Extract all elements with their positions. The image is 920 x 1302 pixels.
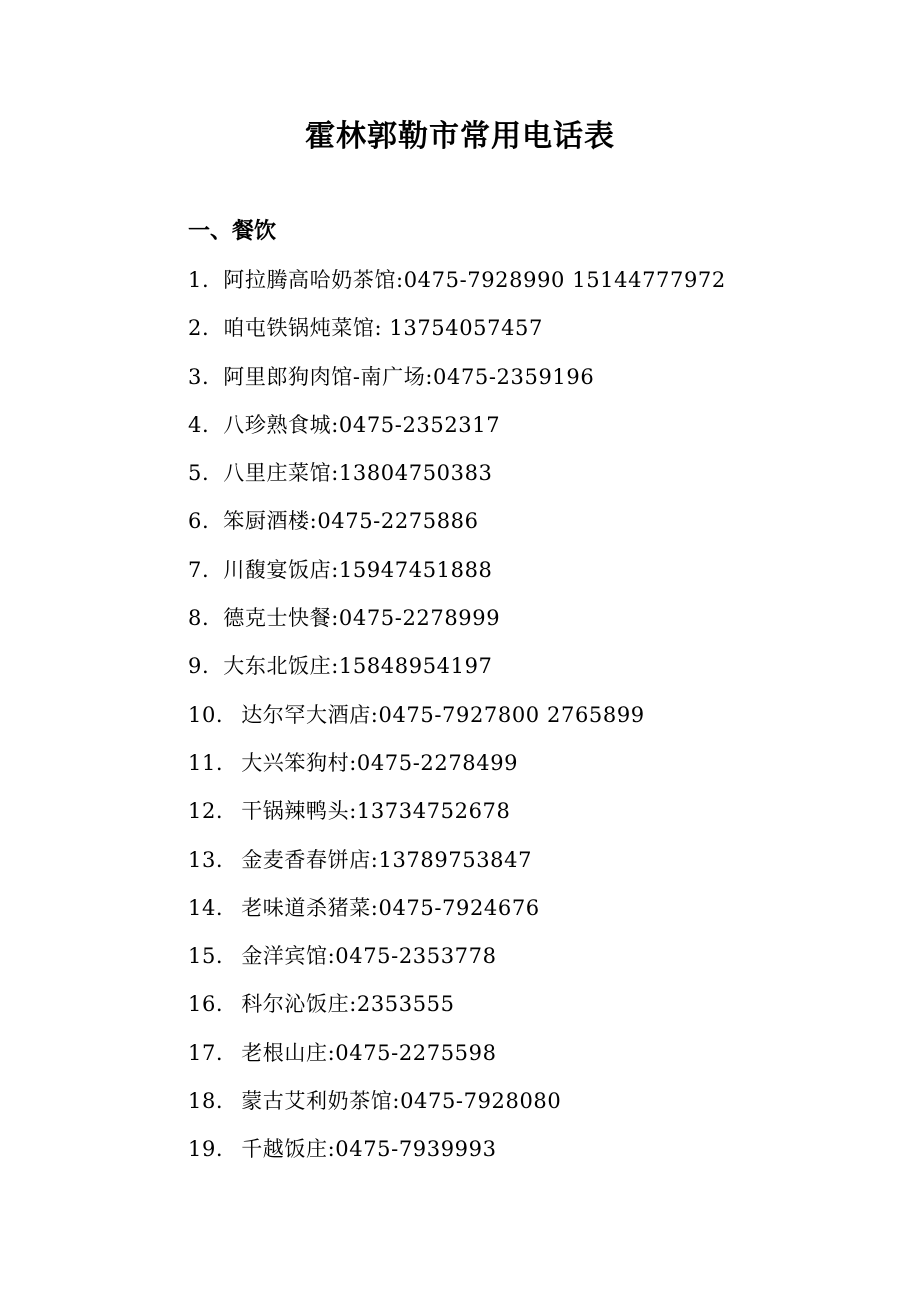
entry-number: 10.	[188, 702, 224, 727]
phone-entry	[188, 455, 726, 503]
phone-entry	[188, 842, 726, 890]
phone-entry	[188, 745, 726, 793]
phone-entry	[188, 648, 726, 696]
entry-text: 金麦香春饼店:13789753847	[241, 847, 533, 872]
phone-entry	[188, 552, 726, 600]
page-title: 霍林郭勒市常用电话表	[305, 119, 615, 154]
entry-number: 6.	[188, 509, 210, 534]
entry-number: 11.	[188, 750, 224, 775]
entry-text: 千越饭庄:0475-7939993	[241, 1137, 497, 1162]
entry-text: 老根山庄:0475-2275598	[241, 1040, 497, 1065]
entry-text: 八珍熟食城:0475-2352317	[223, 412, 501, 437]
entry-number: 17.	[188, 1040, 224, 1065]
entry-number: 12.	[188, 799, 224, 824]
entry-text: 德克士快餐:0475-2278999	[223, 606, 501, 631]
phone-entry	[188, 938, 726, 986]
entry-number: 19.	[188, 1137, 224, 1162]
phone-entry	[188, 262, 726, 310]
phone-entry	[188, 600, 726, 648]
phone-entry-list	[188, 262, 726, 1180]
phone-entry	[188, 793, 726, 841]
entry-number: 8.	[188, 606, 210, 631]
phone-entry	[188, 310, 726, 358]
entry-text: 干锅辣鸭头:13734752678	[241, 799, 511, 824]
entry-number: 1.	[188, 268, 210, 292]
phone-entry	[188, 890, 726, 938]
entry-number: 5.	[188, 461, 210, 486]
section-heading: 一、餐饮	[188, 219, 277, 244]
phone-entry	[188, 407, 726, 455]
entry-text: 大东北饭庄:15848954197	[223, 654, 493, 679]
entry-text: 金洋宾馆:0475-2353778	[241, 944, 497, 969]
entry-number: 15.	[188, 944, 224, 969]
entry-text: 川馥宴饭店:15947451888	[223, 557, 493, 582]
entry-number: 16.	[188, 992, 224, 1017]
entry-text: 蒙古艾利奶茶馆:0475-7928080	[241, 1089, 562, 1114]
phone-entry	[188, 1035, 726, 1083]
entry-text: 达尔罕大酒店:0475-7927800 2765899	[241, 702, 645, 727]
entry-text: 科尔沁饭庄:2353555	[241, 992, 455, 1017]
phone-entry	[188, 503, 726, 551]
phone-entry	[188, 1083, 726, 1131]
entry-number: 7.	[188, 557, 210, 582]
entry-number: 4.	[188, 412, 210, 437]
entry-number: 14.	[188, 895, 224, 920]
entry-text: 阿里郎狗肉馆-南广场:0475-2359196	[223, 364, 595, 389]
entry-number: 13.	[188, 847, 224, 872]
entry-number: 18.	[188, 1089, 224, 1114]
phone-entry	[188, 697, 726, 745]
entry-text: 咱屯铁锅炖菜馆: 13754057457	[223, 316, 543, 341]
entry-text: 阿拉腾高哈奶茶馆:0475-7928990 15144777972	[223, 268, 726, 292]
phone-entry	[188, 359, 726, 407]
entry-text: 老味道杀猪菜:0475-7924676	[241, 895, 540, 920]
phone-entry	[188, 1131, 726, 1179]
entry-number: 2.	[188, 316, 210, 341]
entry-number: 9.	[188, 654, 210, 679]
entry-text: 笨厨酒楼:0475-2275886	[223, 509, 479, 534]
entry-number: 3.	[188, 364, 210, 389]
entry-text: 八里庄菜馆:13804750383	[223, 461, 493, 486]
entry-text: 大兴笨狗村:0475-2278499	[241, 750, 519, 775]
phone-entry	[188, 986, 726, 1034]
